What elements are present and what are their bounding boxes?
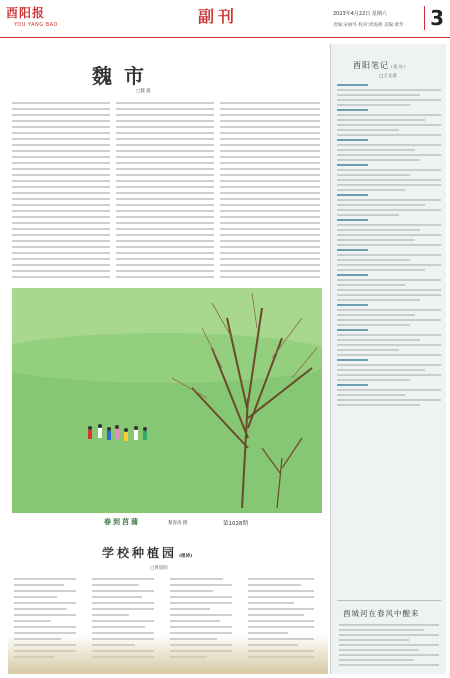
sidebar-divider <box>337 600 441 601</box>
masthead <box>0 0 450 38</box>
page-number: 3 <box>424 6 444 30</box>
article-body-col-2 <box>116 102 214 284</box>
sidebar-author: □王文清 <box>379 74 397 79</box>
newspaper-logo-sub: YOU YANG BAO <box>14 22 58 28</box>
article-author: □魏 鑫 <box>136 89 151 94</box>
photo-author: 黎春涛 摄 <box>168 521 188 526</box>
newspaper-logo: 酉阳报 <box>6 6 46 20</box>
issue-date: 2023年4月22日 星期六 <box>333 11 387 17</box>
poem-title-sub: (组诗) <box>179 554 193 559</box>
main-column <box>8 44 324 674</box>
photo-illustration <box>12 288 322 513</box>
sidebar-poem2-body <box>339 624 439 670</box>
issue-number: 第1028期 <box>223 521 248 527</box>
sidebar-title-sub: (组诗) <box>391 64 407 69</box>
spring-landscape-photo <box>12 288 322 513</box>
poem-title: 学校种植园 (组诗) <box>102 546 193 560</box>
photo-caption: 春到莒蒲 <box>104 518 140 526</box>
sidebar-poem-title: 酉城河在春风中醒来 <box>343 609 420 618</box>
sidebar-poem-body <box>337 84 441 560</box>
sidebar-title: 酉阳笔记 (组诗) <box>353 61 407 70</box>
article-title: 魏市 <box>92 64 156 88</box>
article-body-col-1 <box>12 102 110 284</box>
article-body-col-3 <box>220 102 320 284</box>
editors-line: 责编:宋丽华 校对:周海燕 美编:黄琴 <box>333 23 404 28</box>
sidebar-column <box>330 44 446 674</box>
decorative-grass-footer <box>8 634 328 674</box>
poem-author: □黄晨阳 <box>150 566 168 571</box>
section-name: 副刊 <box>198 7 239 26</box>
